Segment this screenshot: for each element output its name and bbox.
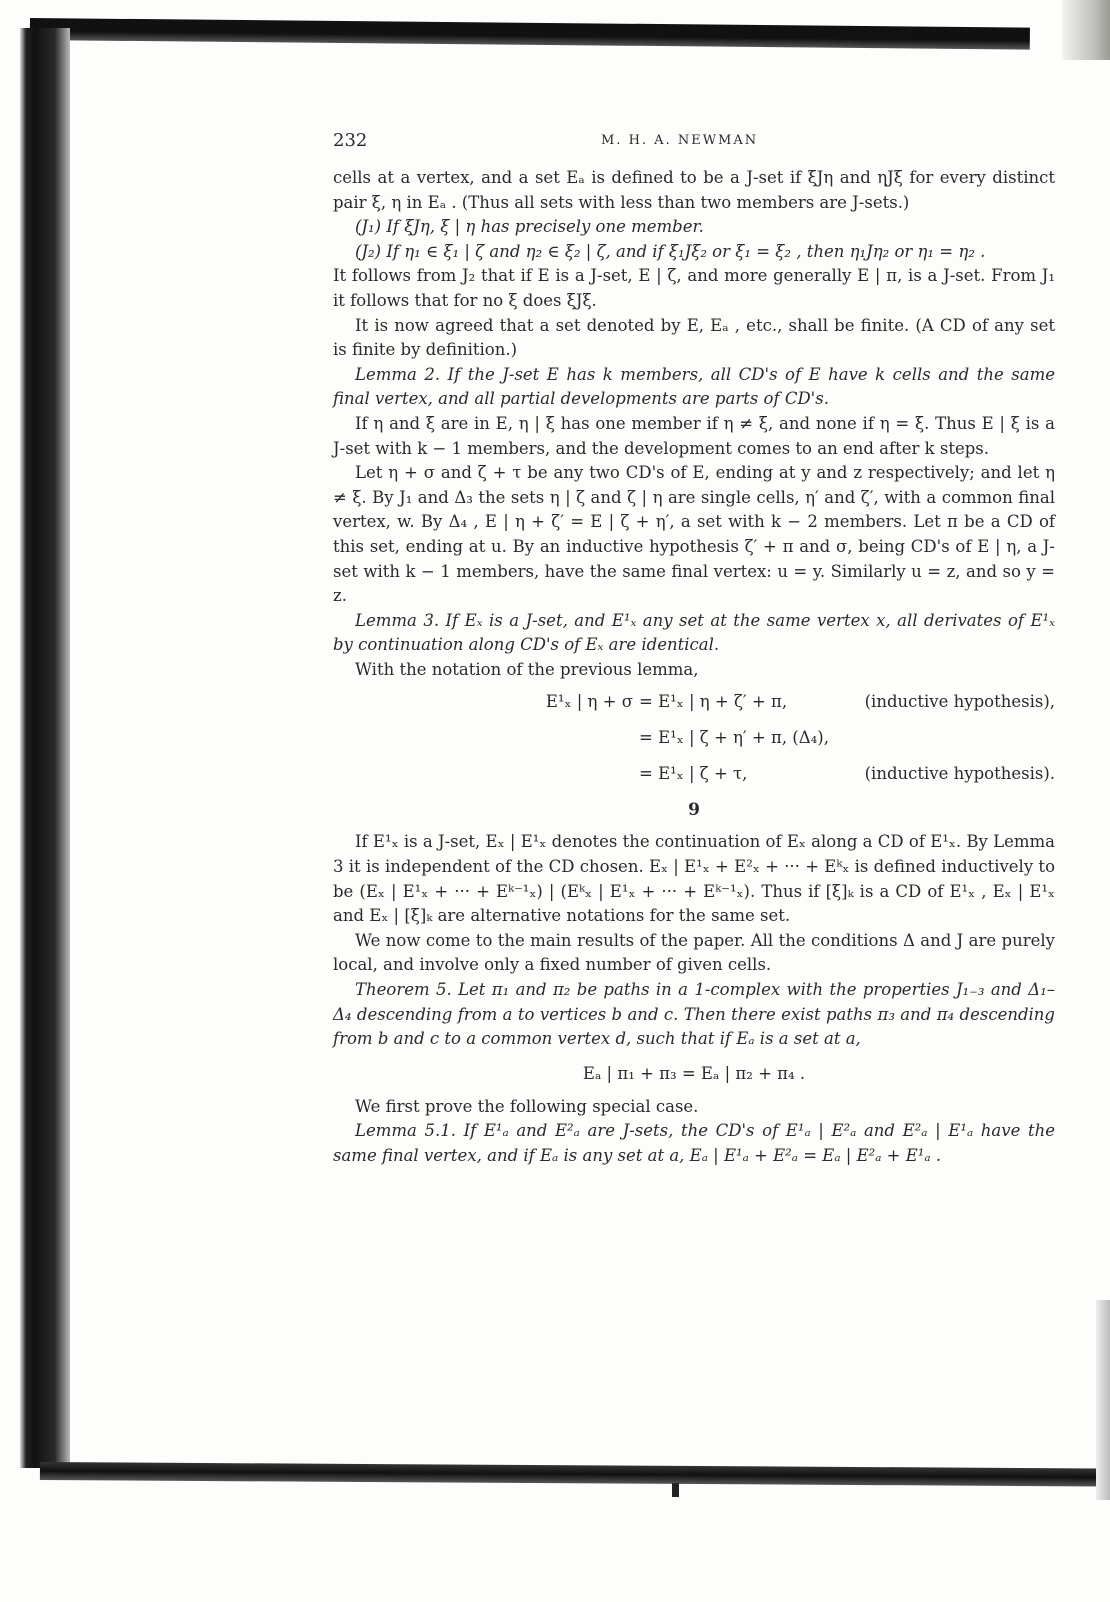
equation-rhs: = E¹ₓ | η + ζ′ + π, — [639, 692, 788, 712]
paragraph: We first prove the following special case. — [355, 1096, 699, 1116]
lemma-3: Lemma 3. If Eₓ is a J-set, and E¹ₓ any set at the same vertex x, all derivates of E¹ₓ by continuation along CD's of Eₓ are identical. — [333, 610, 1055, 655]
scan-speck — [672, 1483, 679, 1497]
running-head — [333, 130, 1055, 156]
theorem-equation: Eₐ | π₁ + π₃ = Eₐ | π₂ + π₄ . — [582, 1063, 806, 1083]
lemma-2: Lemma 2. If the J-set E has k members, all CD's of E have k cells and the same final vertex, and all partial developments are parts of CD's. — [333, 364, 1055, 409]
condition-j2: (J₂) If η₁ ∈ ξ₁ | ζ and η₂ ∈ ξ₂ | ζ, and if ξ₁Jξ₂ or ξ₁ = ξ₂ , then η₁Jη₂ or η₁ = η₂ . — [355, 241, 986, 261]
paragraph: With the notation of the previous lemma, — [355, 659, 699, 679]
equation-note: (inductive hypothesis). — [864, 764, 1055, 784]
equation-row — [333, 756, 1055, 792]
section-number: 9 — [688, 800, 700, 821]
equation-row — [333, 684, 1055, 720]
proof-paragraph: Let η + σ and ζ + τ be any two CD's of E, ending at y and z respectively; and let η ≠ ξ. By J₁ and Δ₃ the sets η | ζ and ζ | η are single cells, η′ and ζ′, with a common final vertex, w. By Δ₄ , E | η + ζ′ = E | ζ + η′, a set with k − 2 members. Let π be a CD of this set, ending at u. By an inductive hypothesis ζ′ + π and σ, being CD's of E | η, a J-set with k − 1 members, have the same final vertex: u = y. Similarly u = z, and so y = z. — [333, 463, 1055, 606]
equation-rhs: = E¹ₓ | ζ + η′ + π, (Δ₄), — [639, 728, 829, 748]
scan-border-bottom — [40, 1462, 1100, 1486]
paragraph: cells at a vertex, and a set Eₐ is defined to be a J-set if ξJη and ηJξ for every distinct pair ξ, η in Eₐ . (Thus all sets with less than two members are J-sets.) — [333, 168, 1055, 212]
paragraph: It follows from J₂ that if E is a J-set, E | ζ, and more generally E | π, is a J-set. From J₁ it follows that for no ξ does ξJξ. — [333, 266, 1055, 310]
scan-border-top — [30, 18, 1030, 50]
theorem-5: Theorem 5. Let π₁ and π₂ be paths in a 1-complex with the properties J₁₋₃ and Δ₁–Δ₄ descending from a to vertices b and c. Then there exist paths π₃ and π₄ descending from b and c to a common vertex d, such that if Eₐ is a set at a, — [333, 980, 1055, 1049]
page-content — [333, 130, 1055, 1169]
proof-paragraph: If η and ξ are in E, η | ξ has one member if η ≠ ξ, and none if η = ξ. Thus E | ξ is a J-set with k − 1 members, and the development comes to an end after k steps. — [333, 413, 1055, 458]
paragraph: If E¹ₓ is a J-set, Eₓ | E¹ₓ denotes the continuation of Eₓ along a CD of E¹ₓ. By Lemma 3 it is independent of the CD chosen. Eₓ | E¹ₓ + E²ₓ + ··· + Eᵏₓ is defined inductively to be (Eₓ | E¹ₓ + ··· + Eᵏ⁻¹ₓ) | (Eᵏₓ | E¹ₓ + ··· + Eᵏ⁻¹ₓ). Thus if [ξ]ₖ is a CD of E¹ₓ , Eₓ | E¹ₓ and Eₓ | [ξ]ₖ are alternative notations for the same set. — [333, 832, 1055, 926]
equation-row — [333, 720, 1055, 756]
equation-lhs: E¹ₓ | η + σ — [545, 692, 633, 712]
equation-note: (inductive hypothesis), — [864, 692, 1055, 712]
lemma-5-1: Lemma 5.1. If E¹ₐ and E²ₐ are J-sets, the CD's of E¹ₐ | E²ₐ and E²ₐ | E¹ₐ have the same final vertex, and if Eₐ is any set at a, Eₐ | E¹ₐ + E²ₐ = Eₐ | E²ₐ + E¹ₐ . — [333, 1121, 1055, 1165]
scan-corner-shadow — [1062, 0, 1110, 60]
scan-border-left — [20, 28, 70, 1468]
paragraph: We now come to the main results of the paper. All the conditions Δ and J are purely local, and involve only a fixed number of given cells. — [333, 930, 1055, 975]
scan-edge-shadow — [1096, 1300, 1110, 1500]
display-equations — [333, 684, 1055, 792]
header-author: M. H. A. NEWMAN — [601, 133, 759, 148]
page-number: 232 — [333, 130, 368, 151]
equation-rhs: = E¹ₓ | ζ + τ, — [639, 764, 748, 784]
condition-j1: (J₁) If ξJη, ξ | η has precisely one member. — [355, 217, 704, 237]
paragraph: It is now agreed that a set denoted by E, Eₐ , etc., shall be finite. (A CD of any set is finite by definition.) — [333, 315, 1055, 360]
